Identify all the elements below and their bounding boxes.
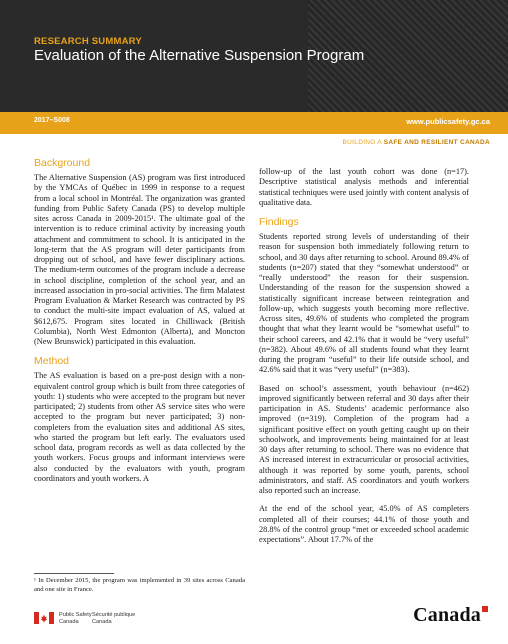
findings-paragraph-1: Students reported strong levels of understanding of their reason for suspension both immediately following return to school, and 30 days after returning to school. Around 89.4% of students (n=207) stated that they “somewhat understood” or “really understood” the reason for their suspension. Understanding of the reason for the suspension showed a statistically significant increase between reintegration and follow-up, which suggests youth becoming more reflective. Across sites, 49.6% of students who completed the program thought that what they learnt would be “somewhat useful” to their school careers, and 42.1% that it would be “very useful” (n=382). About 49.6% of all students found what they learnt during the program “useful” to their life outside school, and 42.6% said that it was “very useful” (n=383). xyxy=(259,232,469,375)
agency-name-en: Public Safety Canada xyxy=(59,612,92,625)
wordmark-flag-icon xyxy=(482,606,488,612)
findings-paragraph-3: At the end of the school year, 45.0% of AS completers completed all of their courses; 44.1% of those youth and 28.8% of the control group “met or exceeded school academic expectations”. About 17.7% of the xyxy=(259,504,469,544)
footnote: ¹ In December 2015, the program was implemented in 39 sites across Canada and one site in France. xyxy=(34,577,245,593)
left-column xyxy=(34,157,245,492)
findings-paragraph-2: Based on school’s assessment, youth behaviour (n=462) improved significantly between referral and 30 days after their participation in AS. Students’ academic performance also improved (n=319). Completion of the program had a significant positive effect on youth getting caught up on their schoolwork, and improvements being maintained for at least 30 days after returning to school. There was no evidence that AS increased interest in extracurricular or prosocial activities, although it was reported by some youth, parents, school administrators, and staff. AS coordinators and youth workers also reported such an increase. xyxy=(259,383,469,495)
tagline-strong: SAFE AND RESILIENT CANADA xyxy=(383,139,490,146)
canada-wordmark-text: Canada xyxy=(413,604,481,626)
background-paragraph: The Alternative Suspension (AS) program was first introduced by the YMCAs of Québec in 1999 in response to a request from a local school in Montréal. The organization was granted funding from Public Safety Canada (PS) to develop multiple sites across Canada in 2009-2015¹. The ultimate goal of the intervention is to reduce criminal activity by increasing youth attachment and commitment to school. It is anticipated in the long-term that the AS program will deter participants from dropping out of school, and have fewer disciplinary actions. The medium-term outcomes of the program include a decrease in school discipline, completion of the school year, and an increased association in pro-social activities. The firm Malatest Program Evaluation & Market Research was contracted by PS to conduct the multi-site impact evaluation of AS, valued at $612,675. Program sites located in Chilliwack (British Columbia), North West Edmonton (Alberta), and Moncton (New Brunswick) participated in this evaluation. xyxy=(34,173,245,346)
tagline-prefix: BUILDING A xyxy=(342,139,384,146)
findings-heading: Findings xyxy=(259,216,299,228)
method-heading: Method xyxy=(34,355,70,368)
website-link[interactable]: www.publicsafety.gc.ca xyxy=(406,117,490,126)
canada-wordmark xyxy=(413,604,488,627)
tagline xyxy=(343,139,490,146)
method-paragraph: The AS evaluation is based on a pre-post design with a non-equivalent control group which is built from three categories of youth: 1) students who were accepted to the program but never participated; 2) students from other AS service sites who were accepted to the program but never participated; 3) non-completers from the evaluation sites and additional AS sites, who started the program but left early. The evaluators used school data, program records as well as data collected by the youth workers. Focus groups and informant interviews were also conducted by the evaluators with youth, program coordinators and youth workers. A xyxy=(34,371,245,483)
canada-flag-icon xyxy=(34,612,54,624)
series-label: RESEARCH SUMMARY xyxy=(34,36,142,47)
footnote-divider xyxy=(34,573,114,574)
method-continued-paragraph: follow-up of the last youth cohort was done (n=17). Descriptive statistical analysis methods and inferential statistical techniques were used jointly with content analysis of qualitative data. xyxy=(259,167,469,207)
agency-name-fr: Sécurité publique Canada xyxy=(92,612,136,625)
right-column xyxy=(259,167,469,553)
document-title: Evaluation of the Alternative Suspension Program xyxy=(34,47,365,64)
report-number: 2017–S008 xyxy=(34,117,70,124)
background-heading: Background xyxy=(34,157,91,169)
